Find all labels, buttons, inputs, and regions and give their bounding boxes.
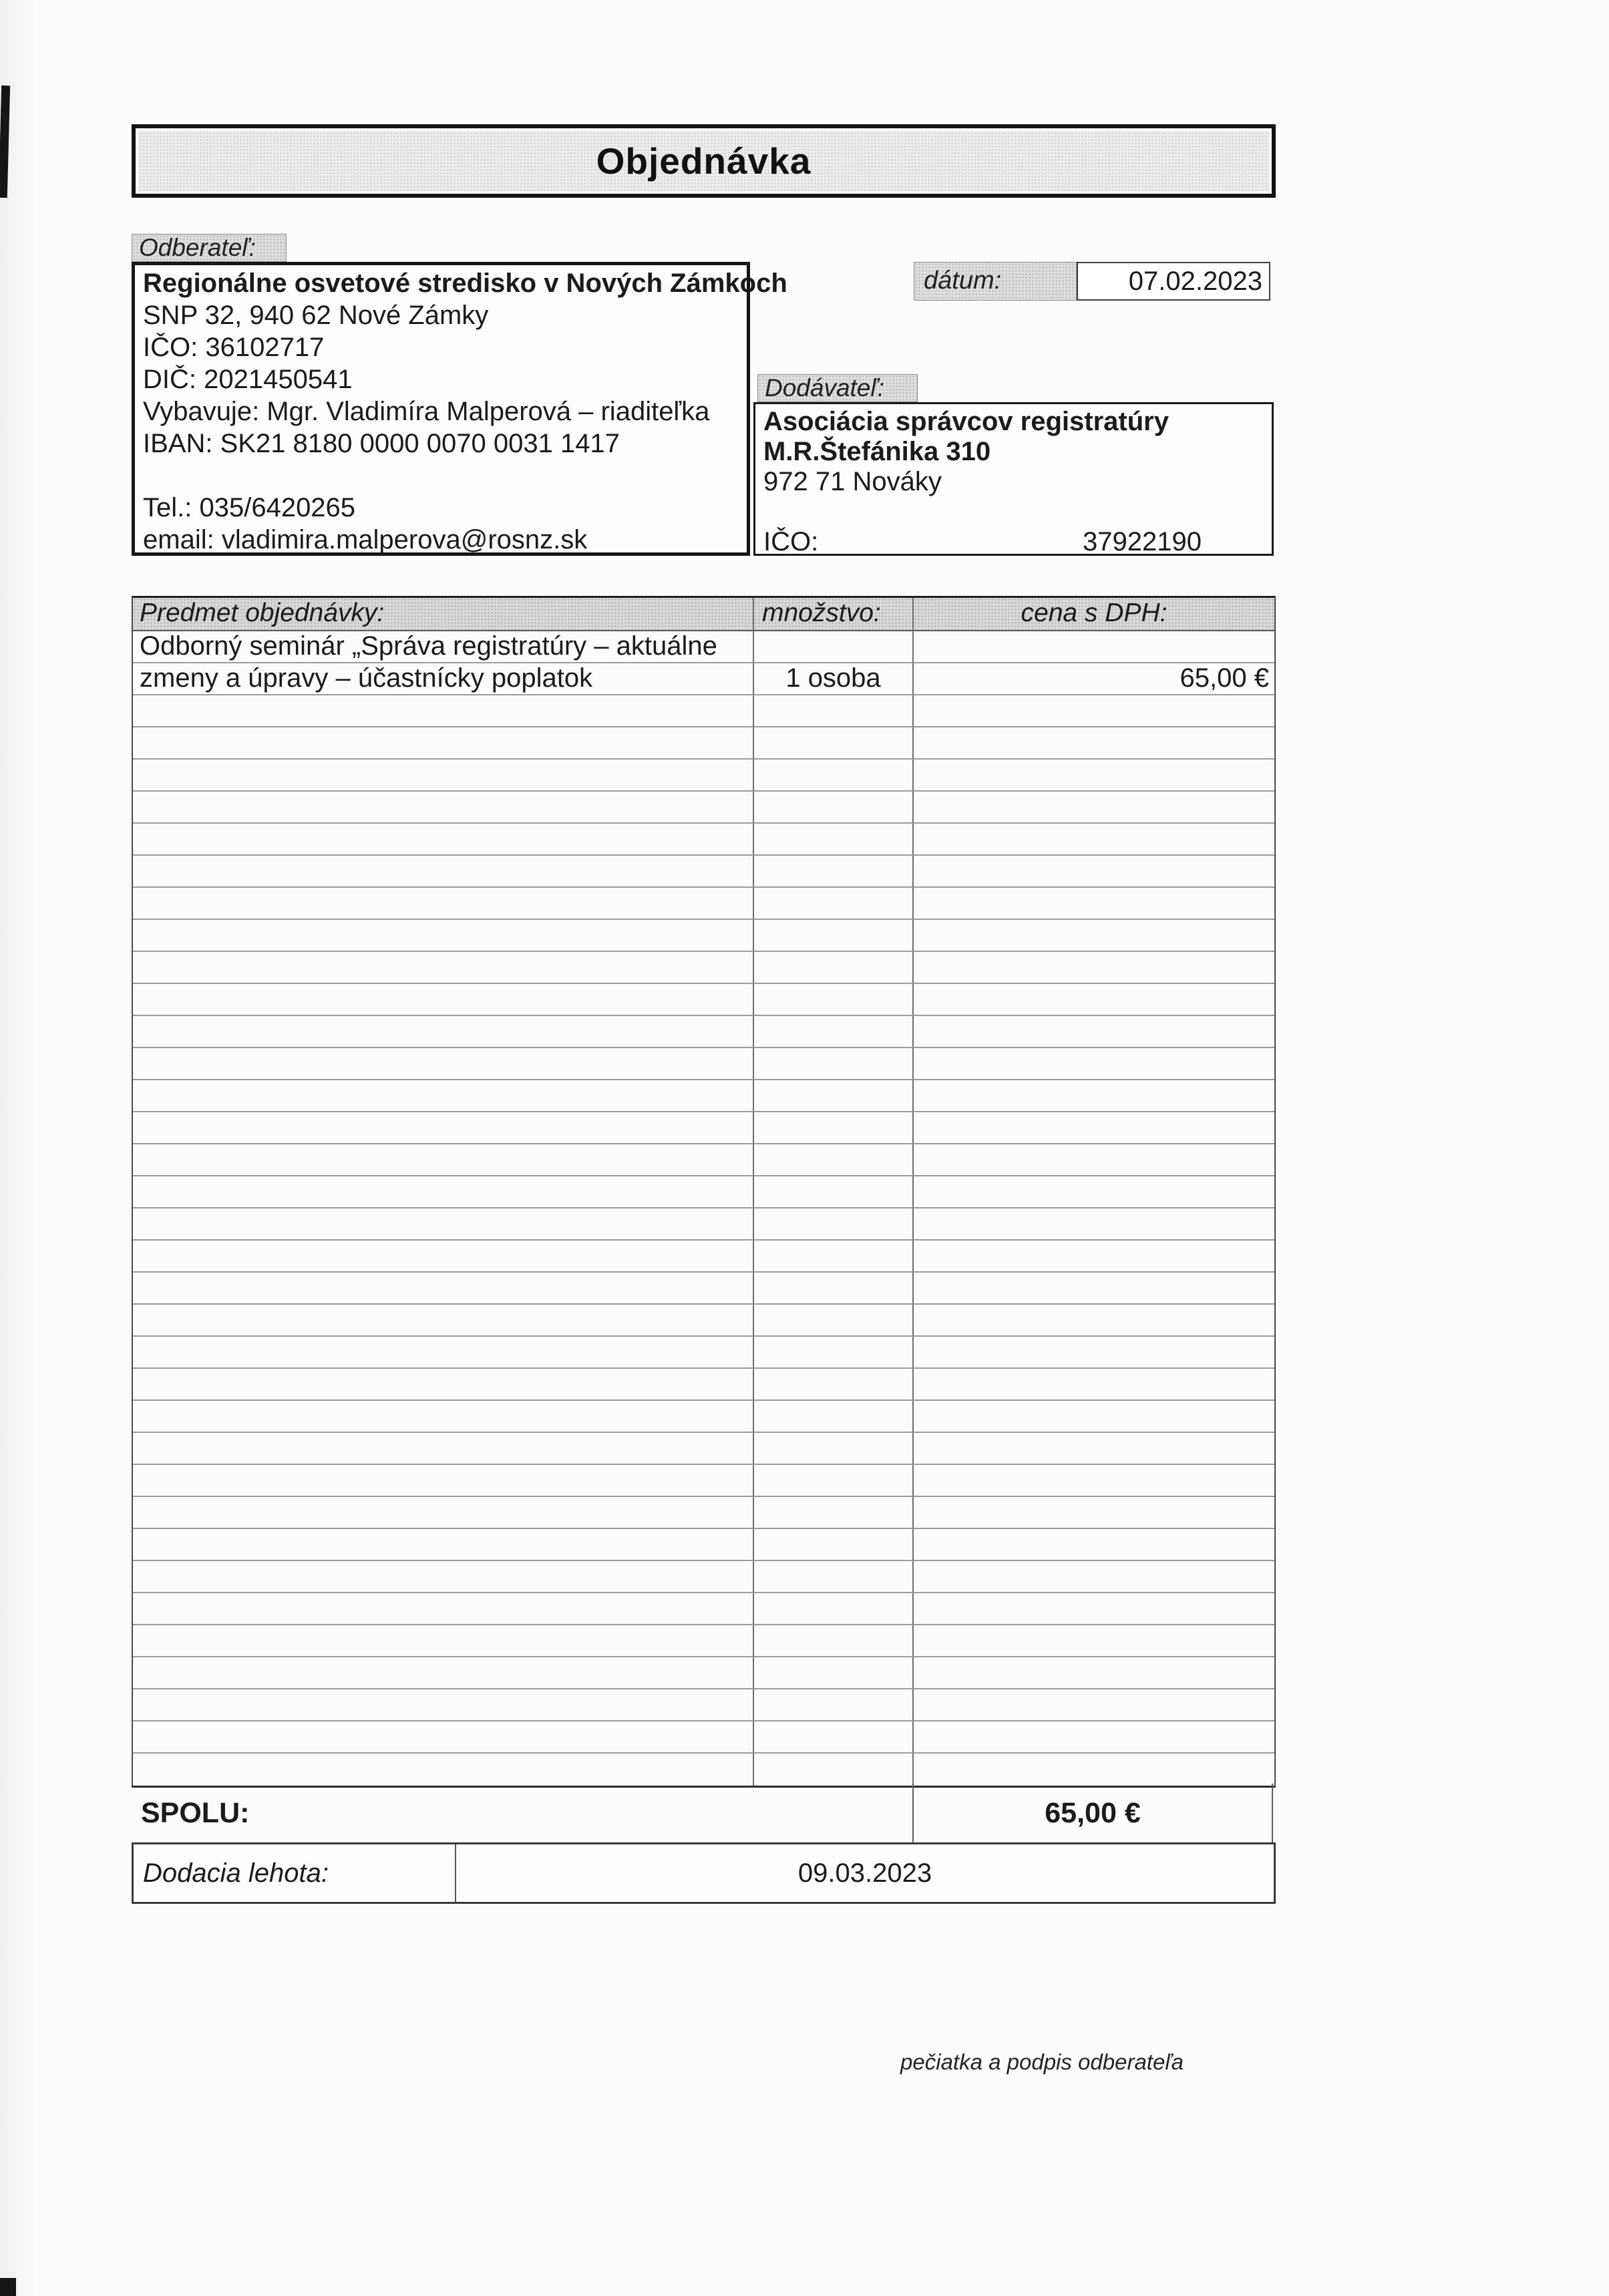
empty-row xyxy=(133,1080,1274,1112)
buyer-dic: DIČ: 2021450541 xyxy=(143,365,353,394)
table-cell-price xyxy=(914,1208,1274,1241)
table-cell-subject xyxy=(133,1657,754,1689)
table-cell-price xyxy=(914,1497,1274,1529)
table-cell-quantity xyxy=(754,1016,914,1048)
table-cell-price xyxy=(914,920,1274,952)
table-cell-price xyxy=(914,695,1274,727)
table-cell-subject xyxy=(133,1433,754,1465)
date-label: dátum: xyxy=(914,262,1077,301)
table-cell-quantity xyxy=(754,952,914,984)
table-cell-subject xyxy=(133,1112,754,1144)
table-cell-quantity xyxy=(754,1561,914,1593)
table-cell-subject xyxy=(133,1754,754,1786)
empty-row xyxy=(133,824,1274,856)
table-cell-subject xyxy=(133,1529,754,1561)
table-cell-price xyxy=(914,1305,1274,1337)
total-row xyxy=(132,1784,1276,1842)
empty-row xyxy=(133,1754,1274,1786)
order-item-row xyxy=(133,663,1274,695)
empty-row xyxy=(133,1625,1274,1657)
table-cell-quantity xyxy=(754,1593,914,1625)
table-cell-price: 65,00 € xyxy=(914,663,1274,695)
table-cell-price xyxy=(914,888,1274,920)
table-cell-price xyxy=(914,1016,1274,1048)
table-cell-price xyxy=(914,1593,1274,1625)
table-cell-quantity xyxy=(754,920,914,952)
table-cell-price xyxy=(914,1433,1274,1465)
buyer-section-label: Odberateľ: xyxy=(132,234,287,262)
column-header-price: cena s DPH: xyxy=(914,598,1274,631)
order-table-header-row xyxy=(133,598,1274,631)
empty-row xyxy=(133,792,1274,824)
table-cell-price xyxy=(914,1721,1274,1754)
table-cell-subject xyxy=(133,1273,754,1305)
delivery-value: 09.03.2023 xyxy=(797,1858,932,1888)
empty-row xyxy=(133,1369,1274,1401)
table-cell-quantity: 1 osoba xyxy=(754,663,914,695)
supplier-blank-line xyxy=(763,497,1264,527)
empty-row xyxy=(133,952,1274,984)
empty-row xyxy=(133,1593,1274,1625)
table-cell-price xyxy=(914,1273,1274,1305)
buyer-name: Regionálne osvetové stredisko v Nových Zámkoch xyxy=(143,269,787,298)
scan-artifact-top-left xyxy=(0,86,10,198)
table-cell-subject xyxy=(133,1593,754,1625)
table-cell-subject xyxy=(133,1337,754,1369)
delivery-label: Dodacia lehota: xyxy=(134,1844,456,1902)
table-cell-subject xyxy=(133,1721,754,1754)
table-cell-quantity xyxy=(754,1273,914,1305)
table-cell-price xyxy=(914,1241,1274,1273)
empty-row xyxy=(133,1273,1274,1305)
table-cell-price xyxy=(914,631,1274,663)
table-cell-quantity xyxy=(754,1689,914,1721)
table-cell-quantity xyxy=(754,1657,914,1689)
table-cell-price xyxy=(914,856,1274,888)
supplier-section-label: Dodávateľ: xyxy=(757,374,918,402)
empty-row xyxy=(133,1465,1274,1497)
empty-row xyxy=(133,1433,1274,1465)
table-cell-price xyxy=(914,1754,1274,1786)
table-cell-price xyxy=(914,1465,1274,1497)
empty-row xyxy=(133,1401,1274,1433)
table-cell-subject xyxy=(133,1208,754,1241)
empty-row xyxy=(133,1337,1274,1369)
table-cell-quantity xyxy=(754,888,914,920)
document-title-box xyxy=(132,124,1276,198)
table-cell-quantity xyxy=(754,856,914,888)
supplier-ico-row xyxy=(763,527,1264,557)
empty-row xyxy=(133,727,1274,760)
table-cell-quantity xyxy=(754,1497,914,1529)
table-cell-price xyxy=(914,1080,1274,1112)
table-cell-subject xyxy=(133,1497,754,1529)
table-cell-price xyxy=(914,792,1274,824)
table-cell-price xyxy=(914,1337,1274,1369)
table-cell-quantity xyxy=(754,1208,914,1241)
table-cell-quantity xyxy=(754,1337,914,1369)
table-cell-price xyxy=(914,727,1274,760)
table-cell-subject xyxy=(133,1561,754,1593)
table-cell-quantity xyxy=(754,1465,914,1497)
supplier-street: M.R.Štefánika 310 xyxy=(763,437,991,466)
buyer-tel: Tel.: 035/6420265 xyxy=(143,493,356,522)
buyer-blank-line xyxy=(143,460,739,492)
table-cell-subject xyxy=(133,1048,754,1080)
table-cell-quantity xyxy=(754,1112,914,1144)
table-cell-quantity xyxy=(754,631,914,663)
column-header-quantity: množstvo: xyxy=(754,598,914,631)
empty-row xyxy=(133,1657,1274,1689)
table-cell-subject xyxy=(133,792,754,824)
empty-row xyxy=(133,1048,1274,1080)
table-cell-price xyxy=(914,1657,1274,1689)
table-cell-subject xyxy=(133,1080,754,1112)
empty-row xyxy=(133,1497,1274,1529)
document-title: Objednávka xyxy=(596,140,812,182)
date-value: 07.02.2023 xyxy=(1077,262,1270,301)
table-cell-quantity xyxy=(754,760,914,792)
table-cell-quantity xyxy=(754,727,914,760)
table-cell-subject xyxy=(133,1625,754,1657)
empty-row xyxy=(133,1689,1274,1721)
empty-row xyxy=(133,1241,1274,1273)
table-cell-quantity xyxy=(754,1529,914,1561)
empty-row xyxy=(133,1112,1274,1144)
buyer-contact: Vybavuje: Mgr. Vladimíra Malperová – riaditeľka xyxy=(143,397,710,426)
table-cell-subject xyxy=(133,1144,754,1176)
table-cell-price xyxy=(914,1112,1274,1144)
table-cell-price xyxy=(914,1529,1274,1561)
buyer-iban: IBAN: SK21 8180 0000 0070 0031 1417 xyxy=(143,429,620,458)
table-cell-price xyxy=(914,1625,1274,1657)
order-item-row xyxy=(133,631,1274,663)
empty-row xyxy=(133,1176,1274,1208)
table-cell-subject xyxy=(133,1689,754,1721)
table-cell-price xyxy=(914,984,1274,1016)
table-cell-quantity xyxy=(754,1080,914,1112)
table-cell-price xyxy=(914,1401,1274,1433)
table-cell-quantity xyxy=(754,792,914,824)
buyer-address: SNP 32, 940 62 Nové Zámky xyxy=(143,301,489,330)
table-cell-price xyxy=(914,1048,1274,1080)
delivery-row xyxy=(132,1842,1276,1904)
buyer-ico: IČO: 36102717 xyxy=(143,333,325,362)
empty-row xyxy=(133,1016,1274,1048)
table-cell-quantity xyxy=(754,1176,914,1208)
table-cell-subject xyxy=(133,1176,754,1208)
empty-row xyxy=(133,695,1274,727)
table-cell-price xyxy=(914,1561,1274,1593)
table-cell-subject: zmeny a úpravy – účastnícky poplatok xyxy=(133,663,754,695)
table-cell-price xyxy=(914,1689,1274,1721)
supplier-ico-value: 37922190 xyxy=(1083,527,1202,556)
table-cell-price xyxy=(914,824,1274,856)
table-cell-subject xyxy=(133,952,754,984)
buyer-info-box xyxy=(132,262,787,556)
table-cell-subject xyxy=(133,1305,754,1337)
table-cell-subject xyxy=(133,888,754,920)
table-cell-quantity xyxy=(754,695,914,727)
table-cell-quantity xyxy=(754,1048,914,1080)
empty-row xyxy=(133,760,1274,792)
table-cell-subject xyxy=(133,1241,754,1273)
empty-row xyxy=(133,1144,1274,1176)
supplier-name: Asociácia správcov registratúry xyxy=(763,407,1169,436)
table-cell-quantity xyxy=(754,1625,914,1657)
table-cell-subject xyxy=(133,984,754,1016)
scan-artifact-bottom-left xyxy=(0,2278,16,2296)
signature-caption: pečiatka a podpis odberateľa xyxy=(900,2049,1184,2074)
column-header-subject: Predmet objednávky: xyxy=(133,598,754,631)
table-cell-price xyxy=(914,1144,1274,1176)
table-cell-subject xyxy=(133,1465,754,1497)
table-cell-quantity xyxy=(754,1754,914,1786)
total-value-box xyxy=(912,1784,1273,1842)
table-cell-quantity xyxy=(754,824,914,856)
empty-row xyxy=(133,920,1274,952)
empty-row xyxy=(133,1561,1274,1593)
order-table-body xyxy=(133,631,1274,1786)
table-cell-subject xyxy=(133,920,754,952)
empty-row xyxy=(133,888,1274,920)
table-cell-price xyxy=(914,1369,1274,1401)
table-cell-subject xyxy=(133,727,754,760)
table-cell-price xyxy=(914,760,1274,792)
empty-row xyxy=(133,1721,1274,1754)
supplier-info-box xyxy=(753,402,1274,556)
table-cell-subject xyxy=(133,1369,754,1401)
table-cell-subject xyxy=(133,1016,754,1048)
supplier-ico-label: IČO: xyxy=(763,527,819,556)
table-cell-quantity xyxy=(754,1305,914,1337)
empty-row xyxy=(133,1529,1274,1561)
table-cell-subject xyxy=(133,856,754,888)
table-cell-subject xyxy=(133,695,754,727)
empty-row xyxy=(133,1208,1274,1241)
table-cell-quantity xyxy=(754,1369,914,1401)
table-cell-quantity xyxy=(754,1401,914,1433)
table-cell-quantity xyxy=(754,1433,914,1465)
total-label: SPOLU: xyxy=(141,1797,250,1829)
empty-row xyxy=(133,856,1274,888)
supplier-city: 972 71 Nováky xyxy=(763,467,942,496)
table-cell-price xyxy=(914,952,1274,984)
table-cell-subject xyxy=(133,760,754,792)
total-value: 65,00 € xyxy=(1045,1796,1141,1829)
table-cell-quantity xyxy=(754,1144,914,1176)
empty-row xyxy=(133,984,1274,1016)
table-cell-quantity xyxy=(754,984,914,1016)
empty-row xyxy=(133,1305,1274,1337)
order-table xyxy=(132,596,1276,1788)
table-cell-quantity xyxy=(754,1241,914,1273)
table-cell-price xyxy=(914,1176,1274,1208)
table-cell-subject xyxy=(133,1401,754,1433)
table-cell-subject xyxy=(133,824,754,856)
table-cell-subject: Odborný seminár „Správa registratúry – aktuálne xyxy=(133,631,754,663)
table-cell-quantity xyxy=(754,1721,914,1754)
buyer-email: email: vladimira.malperova@rosnz.sk xyxy=(143,525,588,554)
